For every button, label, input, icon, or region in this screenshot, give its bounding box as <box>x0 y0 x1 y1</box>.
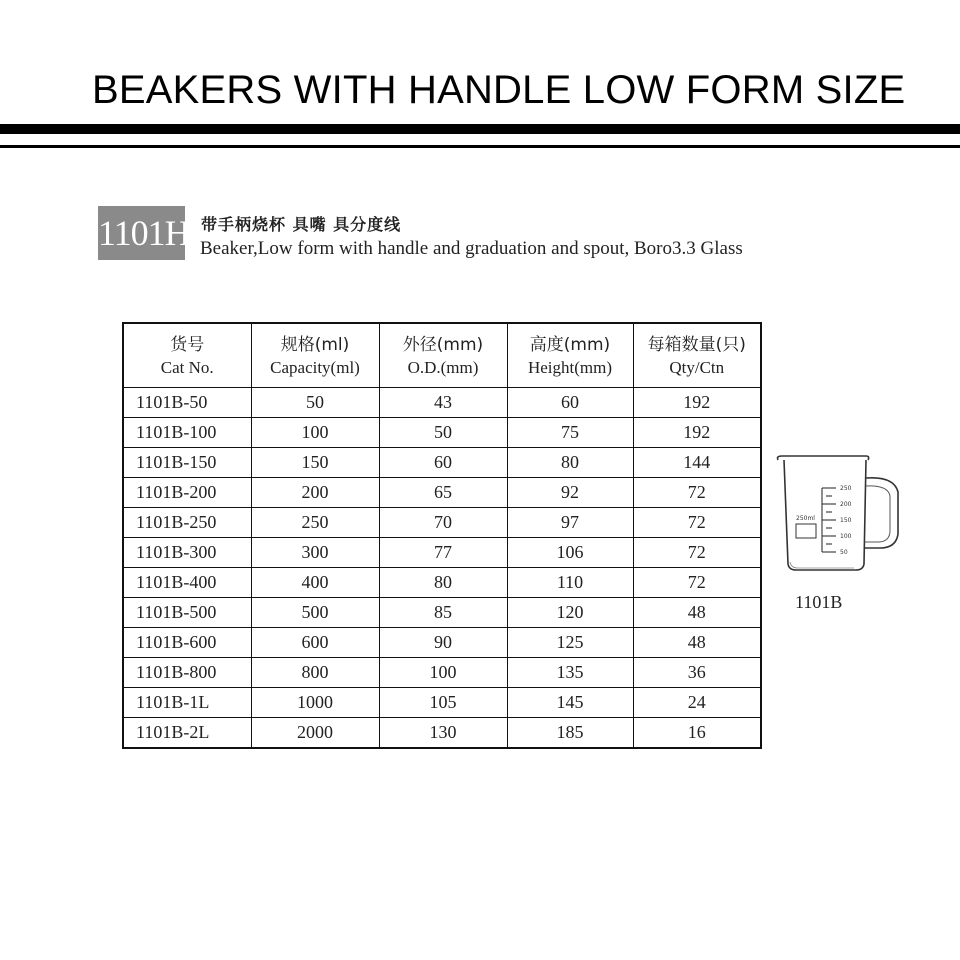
od-cell: 85 <box>379 598 507 628</box>
capacity-cell: 500 <box>251 598 379 628</box>
table-row <box>123 538 761 568</box>
od-cell: 105 <box>379 688 507 718</box>
height-cell: 135 <box>507 658 633 688</box>
product-name-english: Beaker,Low form with handle and graduation and spout, Boro3.3 Glass <box>200 238 743 259</box>
qty-cell: 24 <box>633 688 761 718</box>
page-title: BEAKERS WITH HANDLE LOW FORM SIZE <box>92 68 906 112</box>
product-name-chinese: 带手柄烧杯 具嘴 具分度线 <box>201 215 402 234</box>
od-cell: 50 <box>379 418 507 448</box>
table-row <box>123 598 761 628</box>
header-cat-no: 货号 Cat No. <box>123 323 251 388</box>
cat-no-cell: 1101B-50 <box>123 388 251 418</box>
qty-cell: 36 <box>633 658 761 688</box>
graduation-label: 100 <box>840 533 852 540</box>
cat-no-cell: 1101B-500 <box>123 598 251 628</box>
beaker-with-handle-illustration <box>774 452 904 582</box>
figure-caption: 1101B <box>795 592 843 612</box>
table-row <box>123 628 761 658</box>
height-cell: 75 <box>507 418 633 448</box>
od-cell: 60 <box>379 448 507 478</box>
od-cell: 80 <box>379 568 507 598</box>
capacity-cell: 150 <box>251 448 379 478</box>
height-cell: 80 <box>507 448 633 478</box>
capacity-cell: 100 <box>251 418 379 448</box>
beaker-volume-label: 250ml <box>796 515 815 522</box>
cat-no-cell: 1101B-300 <box>123 538 251 568</box>
table-row <box>123 388 761 418</box>
cat-no-cell: 1101B-800 <box>123 658 251 688</box>
title-rule-thick <box>0 124 960 134</box>
qty-cell: 72 <box>633 538 761 568</box>
od-cell: 100 <box>379 658 507 688</box>
height-cell: 110 <box>507 568 633 598</box>
table-row <box>123 478 761 508</box>
cat-no-cell: 1101B-600 <box>123 628 251 658</box>
header-qty-per-carton: 每箱数量(只) Qty/Ctn <box>633 323 761 388</box>
qty-cell: 192 <box>633 388 761 418</box>
height-cell: 120 <box>507 598 633 628</box>
spec-table <box>122 322 762 749</box>
table-header-row <box>123 323 761 388</box>
cat-no-cell: 1101B-150 <box>123 448 251 478</box>
capacity-cell: 250 <box>251 508 379 538</box>
qty-cell: 192 <box>633 418 761 448</box>
cat-no-cell: 1101B-2L <box>123 718 251 749</box>
cat-no-cell: 1101B-400 <box>123 568 251 598</box>
qty-cell: 144 <box>633 448 761 478</box>
table-row <box>123 508 761 538</box>
od-cell: 65 <box>379 478 507 508</box>
capacity-cell: 50 <box>251 388 379 418</box>
table-row <box>123 448 761 478</box>
od-cell: 70 <box>379 508 507 538</box>
od-cell: 77 <box>379 538 507 568</box>
height-cell: 185 <box>507 718 633 749</box>
table-row <box>123 658 761 688</box>
qty-cell: 48 <box>633 598 761 628</box>
od-cell: 43 <box>379 388 507 418</box>
graduation-label: 150 <box>840 517 852 524</box>
capacity-cell: 400 <box>251 568 379 598</box>
spec-table-body <box>123 388 761 749</box>
graduation-label: 200 <box>840 501 852 508</box>
od-cell: 90 <box>379 628 507 658</box>
header-capacity: 规格(ml) Capacity(ml) <box>251 323 379 388</box>
qty-cell: 72 <box>633 508 761 538</box>
capacity-cell: 1000 <box>251 688 379 718</box>
cat-no-cell: 1101B-250 <box>123 508 251 538</box>
height-cell: 125 <box>507 628 633 658</box>
graduation-label: 50 <box>840 549 848 556</box>
capacity-cell: 200 <box>251 478 379 508</box>
height-cell: 145 <box>507 688 633 718</box>
cat-no-cell: 1101B-1L <box>123 688 251 718</box>
header-height: 高度(mm) Height(mm) <box>507 323 633 388</box>
qty-cell: 16 <box>633 718 761 749</box>
height-cell: 60 <box>507 388 633 418</box>
height-cell: 92 <box>507 478 633 508</box>
table-row <box>123 718 761 749</box>
table-row <box>123 688 761 718</box>
title-rule-thin <box>0 145 960 148</box>
product-code-badge: 1101H <box>98 206 185 260</box>
od-cell: 130 <box>379 718 507 749</box>
graduation-label: 250 <box>840 485 852 492</box>
table-row <box>123 568 761 598</box>
capacity-cell: 2000 <box>251 718 379 749</box>
height-cell: 97 <box>507 508 633 538</box>
capacity-cell: 800 <box>251 658 379 688</box>
capacity-cell: 600 <box>251 628 379 658</box>
qty-cell: 72 <box>633 568 761 598</box>
qty-cell: 48 <box>633 628 761 658</box>
qty-cell: 72 <box>633 478 761 508</box>
capacity-cell: 300 <box>251 538 379 568</box>
cat-no-cell: 1101B-200 <box>123 478 251 508</box>
table-row <box>123 418 761 448</box>
header-outer-diameter: 外径(mm) O.D.(mm) <box>379 323 507 388</box>
cat-no-cell: 1101B-100 <box>123 418 251 448</box>
height-cell: 106 <box>507 538 633 568</box>
